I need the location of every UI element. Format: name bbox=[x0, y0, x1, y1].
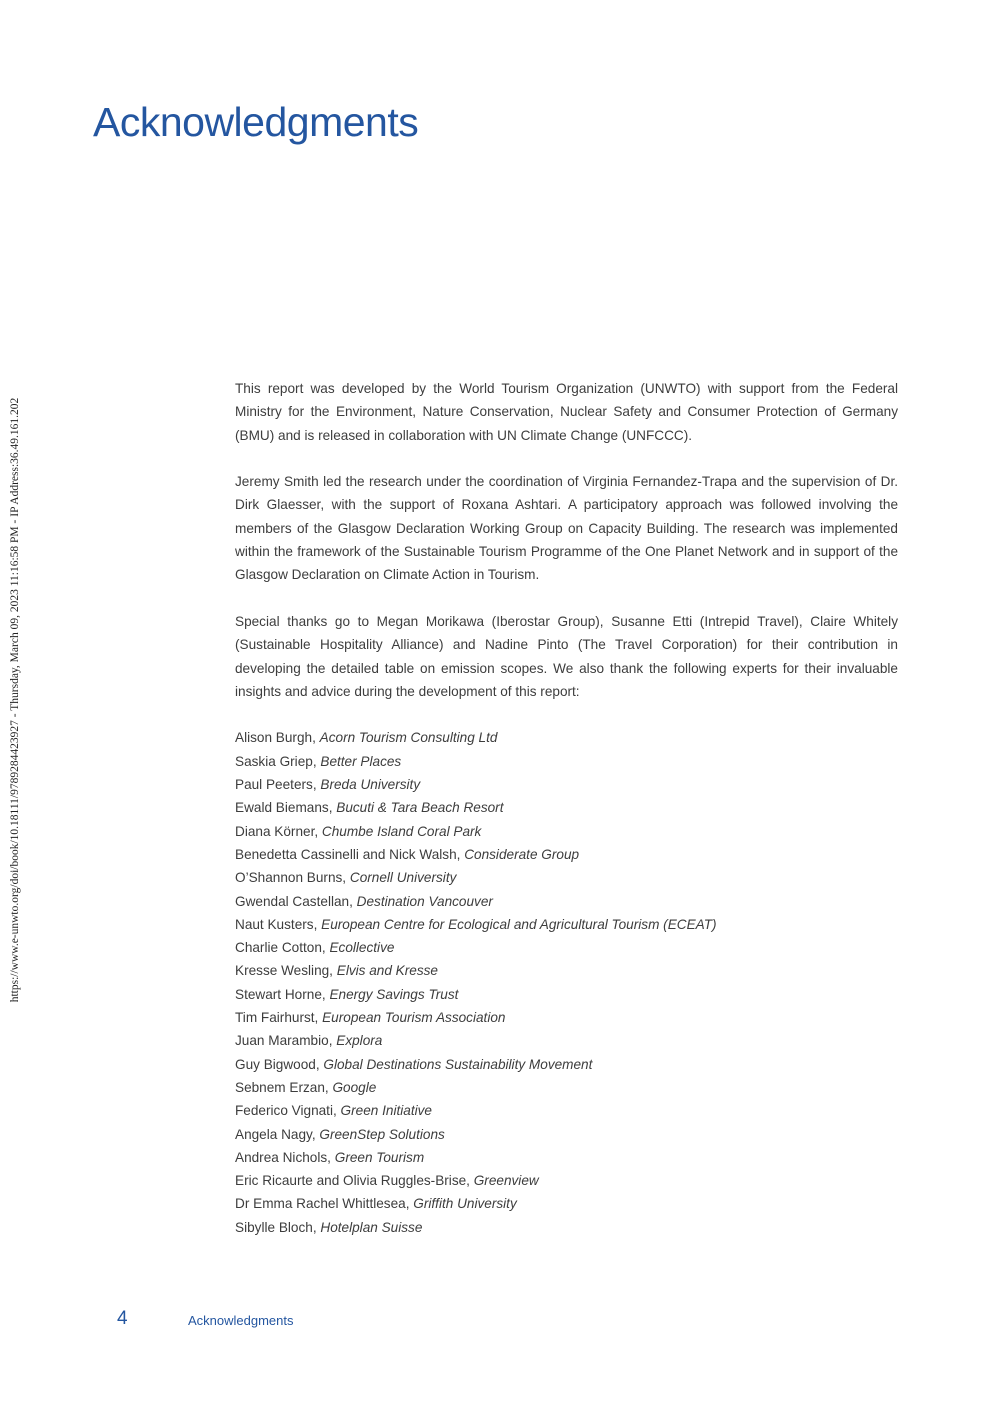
expert-organization: Green Tourism bbox=[334, 1149, 425, 1165]
expert-name: Federico Vignati, bbox=[235, 1103, 341, 1119]
footer-section-title: Acknowledgments bbox=[188, 1313, 294, 1328]
paragraph-special-thanks: Special thanks go to Megan Morikawa (Iberostar Group), Susanne Etti (Intrepid Travel), Claire Whitely (Sustainable Hospitality Alliance) and Nadine Pinto (The Travel Corporation) for their contribution in developing the detailed table on emission scopes. We also thank the following experts for their invaluable insights and advice during the development of this report: bbox=[235, 613, 898, 699]
expert-name: Juan Marambio, bbox=[235, 1033, 337, 1049]
page-number: 4 bbox=[117, 1308, 128, 1329]
expert-organization: European Tourism Association bbox=[322, 1010, 506, 1026]
expert-name: O’Shannon Burns, bbox=[235, 870, 350, 886]
expert-name: Stewart Horne, bbox=[235, 986, 330, 1002]
list-item bbox=[235, 1169, 898, 1192]
list-item bbox=[235, 936, 898, 959]
list-item bbox=[235, 1146, 898, 1169]
expert-organization: GreenStep Solutions bbox=[319, 1126, 445, 1142]
list-item bbox=[235, 1123, 898, 1146]
expert-name: Ewald Biemans, bbox=[235, 800, 337, 816]
expert-name: Eric Ricaurte and Olivia Ruggles-Brise, bbox=[235, 1173, 474, 1189]
expert-name: Paul Peeters, bbox=[235, 777, 321, 793]
expert-name: Naut Kusters, bbox=[235, 916, 322, 932]
list-item bbox=[235, 843, 898, 866]
expert-organization: Considerate Group bbox=[464, 846, 580, 862]
expert-organization: European Centre for Ecological and Agricultural Tourism (ECEAT) bbox=[321, 916, 717, 932]
expert-name: Guy Bigwood, bbox=[235, 1056, 324, 1072]
expert-name: Dr Emma Rachel Whittlesea, bbox=[235, 1196, 414, 1212]
expert-organization: Elvis and Kresse bbox=[336, 963, 438, 979]
list-item bbox=[235, 1029, 898, 1052]
expert-name: Tim Fairhurst, bbox=[235, 1010, 323, 1026]
expert-organization: Greenview bbox=[473, 1173, 539, 1189]
list-item bbox=[235, 983, 898, 1006]
expert-organization: Ecollective bbox=[329, 940, 395, 956]
list-item bbox=[235, 959, 898, 982]
expert-organization: Green Initiative bbox=[340, 1103, 432, 1119]
list-item bbox=[235, 773, 898, 796]
list-item bbox=[235, 890, 898, 913]
list-item bbox=[235, 750, 898, 773]
list-item bbox=[235, 1053, 898, 1076]
list-item bbox=[235, 1076, 898, 1099]
expert-name: Diana Körner, bbox=[235, 823, 322, 839]
download-watermark-stamp: https://www.e-unwto.org/doi/book/10.18111/9789284423927 - Thursday, March 09, 2023 11:16:58 PM - IP Address:36.49.161.202 bbox=[9, 397, 21, 1003]
expert-organization: Griffith University bbox=[413, 1196, 517, 1212]
expert-organization: Global Destinations Sustainability Movement bbox=[323, 1056, 593, 1072]
expert-name: Benedetta Cassinelli and Nick Walsh, bbox=[235, 846, 465, 862]
expert-name: Angela Nagy, bbox=[235, 1126, 320, 1142]
expert-list bbox=[235, 726, 898, 1239]
list-item bbox=[235, 726, 898, 749]
expert-organization: Chumbe Island Coral Park bbox=[321, 823, 482, 839]
page-title: Acknowledgments bbox=[93, 99, 419, 145]
list-item bbox=[235, 796, 898, 819]
expert-organization: Hotelplan Suisse bbox=[320, 1219, 423, 1235]
expert-name: Sebnem Erzan, bbox=[235, 1079, 333, 1095]
acknowledgments-body bbox=[235, 377, 898, 1239]
list-item bbox=[235, 1192, 898, 1215]
paragraph-intro: This report was developed by the World Tourism Organization (UNWTO) with support from the Federal Ministry for the Environment, Nature Conservation, Nuclear Safety and Consumer Protection of Germany (BMU) and is released in collaboration with UN Climate Change (UNFCCC). bbox=[235, 381, 898, 443]
expert-organization: Cornell University bbox=[349, 870, 457, 886]
expert-organization: Explora bbox=[336, 1033, 383, 1049]
expert-organization: Breda University bbox=[320, 777, 421, 793]
expert-name: Gwendal Castellan, bbox=[235, 893, 357, 909]
expert-name: Sibylle Bloch, bbox=[235, 1219, 321, 1235]
list-item bbox=[235, 820, 898, 843]
expert-organization: Google bbox=[332, 1079, 377, 1095]
list-item bbox=[235, 866, 898, 889]
expert-organization: Energy Savings Trust bbox=[329, 986, 459, 1002]
list-item bbox=[235, 1216, 898, 1239]
expert-organization: Destination Vancouver bbox=[356, 893, 493, 909]
expert-organization: Bucuti & Tara Beach Resort bbox=[336, 800, 504, 816]
list-item bbox=[235, 1099, 898, 1122]
list-item bbox=[235, 913, 898, 936]
paragraph-research-team: Jeremy Smith led the research under the coordination of Virginia Fernandez-Trapa and the supervision of Dr. Dirk Glaesser, with the support of Roxana Ashtari. A participatory approach was followed involving the members of the Glasgow Declaration Working Group on Capacity Building. The research was implemented within the framework of the Sustainable Tourism Programme of the One Planet Network and in support of the Glasgow Declaration on Climate Action in Tourism. bbox=[235, 474, 898, 583]
expert-name: Kresse Wesling, bbox=[235, 963, 337, 979]
expert-name: Charlie Cotton, bbox=[235, 940, 330, 956]
expert-organization: Better Places bbox=[320, 753, 402, 769]
expert-name: Alison Burgh, bbox=[235, 730, 320, 746]
list-item bbox=[235, 1006, 898, 1029]
expert-name: Saskia Griep, bbox=[235, 753, 321, 769]
expert-name: Andrea Nichols, bbox=[235, 1149, 335, 1165]
expert-organization: Acorn Tourism Consulting Ltd bbox=[319, 730, 498, 746]
